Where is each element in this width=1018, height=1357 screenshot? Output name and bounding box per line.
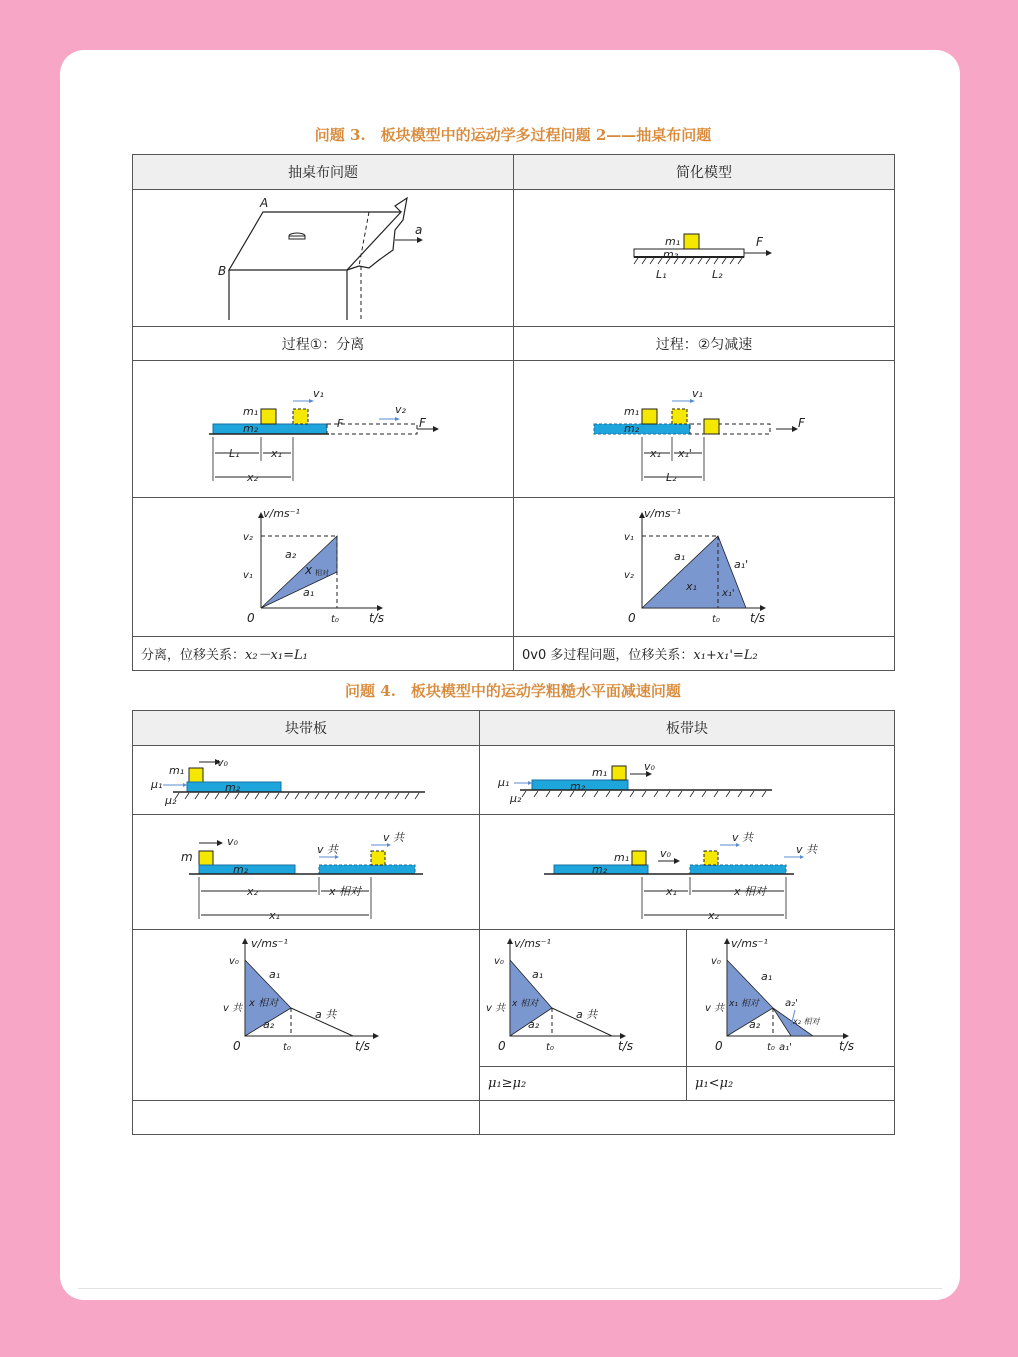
bm-vgong-board-label: v 共 — [317, 843, 339, 856]
bdm-v0-label: v₀ — [660, 847, 671, 860]
p2-l2-label: L₂ — [666, 471, 677, 484]
p1-f-right-label: F — [419, 416, 426, 430]
g2-yaxis-label: v/ms⁻¹ — [644, 507, 681, 520]
block-drives-board-motion — [133, 815, 479, 929]
bm-m2-label: m₂ — [233, 863, 249, 876]
p2-f-label: F — [798, 416, 805, 430]
sim-m1-label: m₁ — [665, 235, 681, 248]
g1-v2-label: v₂ — [243, 532, 253, 543]
sim-force-label: F — [756, 235, 763, 249]
condition-mu1-lt-mu2: μ₁<μ₂ — [687, 1067, 895, 1101]
block-on-board-setup — [133, 746, 479, 814]
bdm-vgong-board-label: v 共 — [796, 843, 818, 856]
p1-v1-label: v₁ — [313, 387, 324, 400]
board-drives-block-motion — [480, 815, 894, 929]
bb-mu1-label: μ₁ — [151, 778, 163, 791]
g1-a1-label: a₁ — [303, 586, 315, 599]
gl-vgong-label: v 共 — [223, 1003, 243, 1014]
bm-m-label: m — [181, 850, 193, 864]
gr-vgong-label: v 共 — [705, 1003, 725, 1014]
problem3-title: 问题 3. 板块模型中的运动学多过程问题 2——抽桌布问题 — [314, 126, 712, 144]
bb-mu2-label: μ₂ — [165, 794, 177, 807]
p1-x2-label: x₂ — [247, 471, 258, 484]
bdm-m2-label: m₂ — [592, 863, 608, 876]
g1-yaxis-label: v/ms⁻¹ — [263, 507, 300, 520]
gl-t0-label: t₀ — [283, 1042, 291, 1053]
gl-origin-label: 0 — [233, 1039, 241, 1053]
bdm-xrel-label: x 相对 — [734, 885, 767, 898]
g2-xaxis-label: t/s — [750, 611, 765, 625]
gr-x2rel-label: x₂ 相对 — [793, 1017, 820, 1026]
sim-l2-label: L₂ — [712, 268, 723, 281]
bd-m2-label: m₂ — [570, 780, 586, 793]
g2-t0-label: t₀ — [712, 614, 720, 625]
corner-b-label: B — [218, 264, 227, 278]
bb-v0-label: v₀ — [217, 756, 228, 769]
gr-a1-label: a₁ — [761, 970, 773, 983]
sim-l1-label: L₁ — [656, 268, 667, 281]
problem3-table — [132, 154, 895, 671]
accel-label: a — [415, 223, 423, 237]
vt-graph-mu1-ge-mu2 — [480, 930, 686, 1066]
g2-x1-label: x₁ — [686, 580, 697, 593]
g1-v1-label: v₁ — [243, 570, 253, 581]
p1-f-label: F — [337, 417, 344, 430]
g2-origin-label: 0 — [628, 611, 636, 625]
board-drives-block-setup — [480, 746, 894, 814]
vt-graph-deceleration — [514, 498, 894, 636]
bm-v0-label: v₀ — [227, 835, 238, 848]
p2-x1-label: x₁ — [650, 447, 661, 460]
vt-graph-mu1-lt-mu2 — [687, 930, 894, 1066]
gr-yaxis-label: v/ms⁻¹ — [731, 937, 768, 950]
gl-yaxis-label: v/ms⁻¹ — [251, 937, 288, 950]
gr-a2p-label: a₂' — [785, 998, 798, 1009]
bb-m1-label: m₁ — [169, 764, 185, 777]
vt-graph-block-drives-board — [133, 930, 479, 1066]
col-header-board-drives-block: 板带块 — [480, 711, 895, 746]
problem4-title: 问题 4. 板块模型中的运动学粗糙水平面减速问题 — [345, 682, 681, 700]
col-header-simplified-model: 简化模型 — [514, 155, 895, 190]
process1-diagram — [133, 361, 513, 497]
sim-m2-label: m₂ — [663, 248, 679, 261]
gm-vgong-label: v 共 — [486, 1003, 506, 1014]
gl-xaxis-label: t/s — [355, 1039, 370, 1053]
g2-a1-label: a₁ — [674, 550, 686, 563]
gm-xrel-label: x 相对 — [512, 999, 539, 1009]
gm-agong-label: a 共 — [576, 1008, 598, 1021]
bdm-m1-label: m₁ — [614, 851, 630, 864]
g2-a1p-label: a₁' — [734, 558, 749, 571]
col-header-tablecloth: 抽桌布问题 — [133, 155, 514, 190]
g1-t0-label: t₀ — [331, 614, 339, 625]
gl-a2-label: a₂ — [263, 1018, 275, 1031]
gl-v0-label: v₀ — [229, 956, 239, 967]
process2-diagram — [514, 361, 894, 497]
g2-v2-label: v₂ — [624, 570, 634, 581]
bd-m1-label: m₁ — [592, 766, 608, 779]
p2-m2-label: m₂ — [624, 422, 640, 435]
gr-a1p-label: a₁' — [779, 1042, 792, 1053]
g1-xrel-sub: 相对 — [315, 569, 329, 577]
bm-x2-label: x₂ — [247, 885, 258, 898]
bd-mu2-label: μ₂ — [510, 792, 522, 805]
p2-m1-label: m₁ — [624, 405, 640, 418]
col-header-block-drives-board: 块带板 — [133, 711, 480, 746]
bdm-x1-label: x₁ — [666, 885, 677, 898]
bdm-vgong-block-label: v 共 — [732, 831, 754, 844]
gr-t0-label: t₀ — [767, 1042, 775, 1053]
g1-xrel-label: x — [305, 563, 313, 577]
gm-xaxis-label: t/s — [618, 1039, 633, 1053]
note-separation: 分离，位移关系：x₂－x₁=L₁ — [133, 637, 514, 671]
p1-m1-label: m₁ — [243, 405, 259, 418]
gm-t0-label: t₀ — [546, 1042, 554, 1053]
gm-origin-label: 0 — [498, 1039, 506, 1053]
vt-graph-separation — [133, 498, 513, 636]
g1-origin-label: 0 — [247, 611, 255, 625]
gm-a2-label: a₂ — [528, 1018, 540, 1031]
bd-mu1-label: μ₁ — [498, 776, 510, 789]
bm-xrel-label: x 相对 — [329, 885, 362, 898]
tablecloth-diagram — [133, 190, 513, 326]
gr-origin-label: 0 — [715, 1039, 723, 1053]
p1-x1-label: x₁ — [271, 447, 282, 460]
corner-a-label: A — [260, 196, 269, 210]
condition-mu1-ge-mu2: μ₁≥μ₂ — [480, 1067, 687, 1101]
bm-x1-label: x₁ — [269, 909, 280, 922]
p2-x1p-label: x₁' — [678, 447, 692, 460]
p1-l1-label: L₁ — [229, 447, 240, 460]
bdm-x2-label: x₂ — [708, 909, 719, 922]
gl-a1-label: a₁ — [269, 968, 281, 981]
g2-x1p-label: x₁' — [722, 588, 735, 599]
g1-xaxis-label: t/s — [369, 611, 384, 625]
p1-v2-label: v₂ — [395, 403, 406, 416]
gl-xrel-label: x 相对 — [249, 998, 279, 1009]
p2-v1-label: v₁ — [692, 387, 703, 400]
g1-a2-label: a₂ — [285, 548, 297, 561]
bb-m2-label: m₂ — [225, 781, 241, 794]
g2-v1-label: v₁ — [624, 532, 634, 543]
p1-m2-label: m₂ — [243, 422, 259, 435]
note-multi-process: 0v0 多过程问题，位移关系：x₁+x₁'=L₂ — [514, 637, 895, 671]
process2-label: 过程：②匀减速 — [514, 327, 895, 361]
empty-cell-left — [133, 1101, 480, 1135]
simplified-model-diagram — [514, 190, 894, 326]
gm-v0-label: v₀ — [494, 956, 504, 967]
bd-v0-label: v₀ — [644, 760, 655, 773]
gr-x1rel-label: x₁ 相对 — [729, 999, 759, 1009]
bm-vgong-block-label: v 共 — [383, 831, 405, 844]
gr-a2-label: a₂ — [749, 1018, 761, 1031]
gm-a1-label: a₁ — [532, 968, 544, 981]
problem4-table — [132, 710, 895, 1135]
process1-label: 过程①：分离 — [133, 327, 514, 361]
gm-yaxis-label: v/ms⁻¹ — [514, 937, 551, 950]
gr-v0-label: v₀ — [711, 956, 721, 967]
gl-agong-label: a 共 — [315, 1008, 337, 1021]
empty-cell-right — [480, 1101, 895, 1135]
gr-xaxis-label: t/s — [839, 1039, 854, 1053]
bottom-divider — [78, 1288, 942, 1289]
